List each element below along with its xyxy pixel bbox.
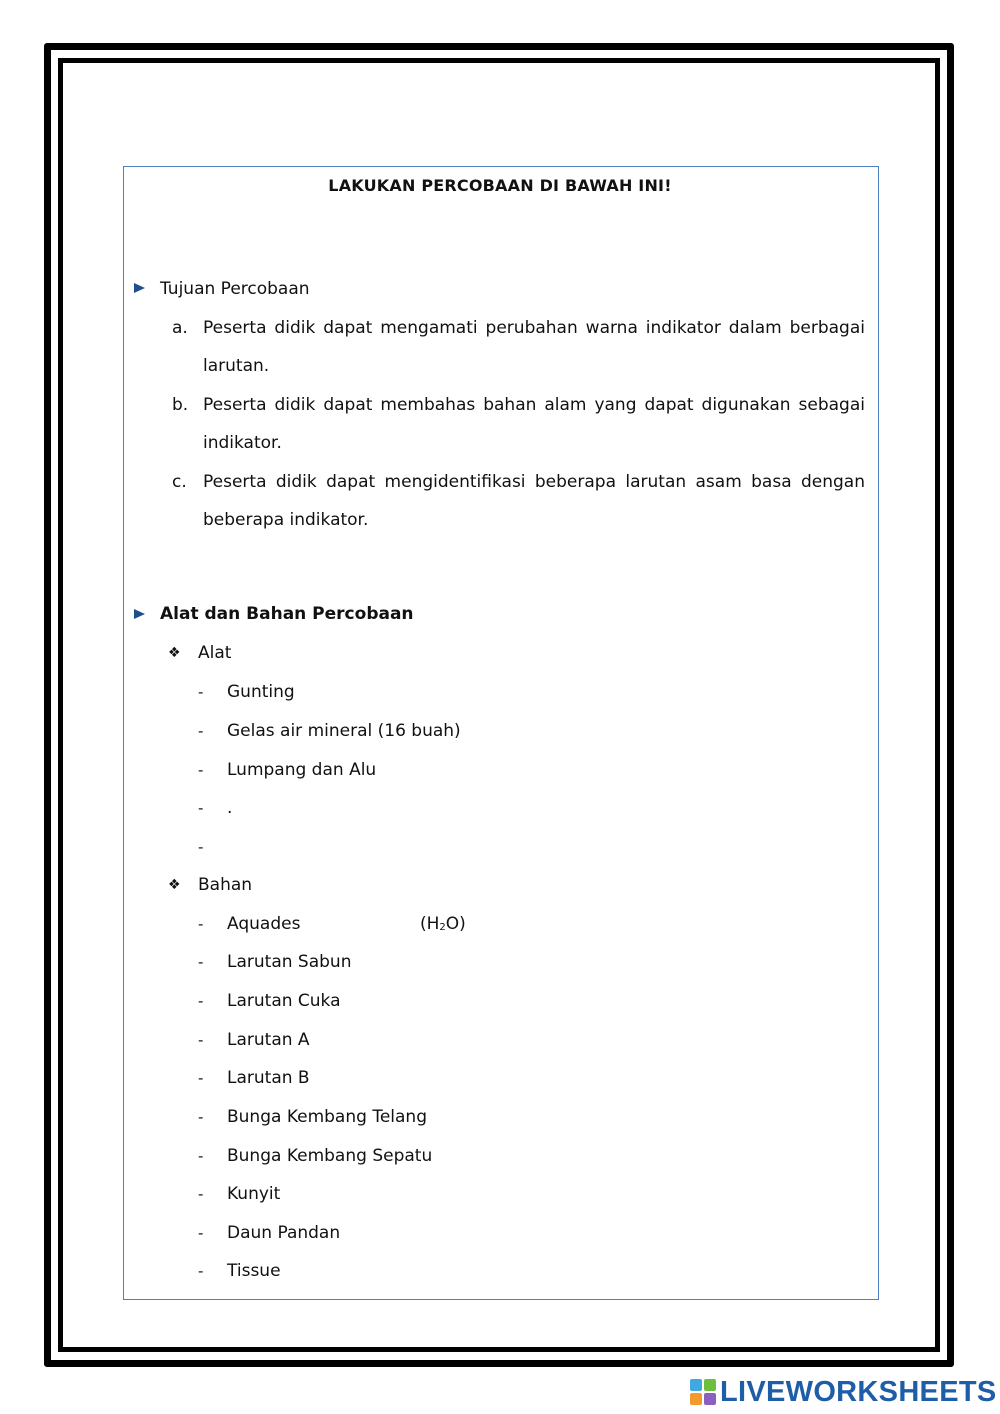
bahan-item: Bunga Kembang Sepatu: [227, 1146, 433, 1166]
tujuan-heading: Tujuan Percobaan: [160, 279, 310, 299]
tujuan-item-b-line2: indikator.: [203, 433, 282, 453]
alat-bahan-heading: Alat dan Bahan Percobaan: [160, 604, 414, 624]
liveworksheets-logo-icon: [690, 1379, 716, 1405]
list-dash: -: [198, 683, 204, 701]
alat-item: .: [227, 798, 233, 818]
alat-item: Lumpang dan Alu: [227, 760, 377, 780]
liveworksheets-logo-text: LIVEWORKSHEETS: [720, 1375, 997, 1408]
bahan-item: Larutan Sabun: [227, 952, 352, 972]
list-dash: -: [198, 799, 204, 817]
tujuan-marker-c: c.: [172, 472, 187, 492]
bahan-item: Daun Pandan: [227, 1223, 341, 1243]
tujuan-item-c-line1: Peserta didik dapat mengidentifikasi beberapa larutan asam basa dengan: [203, 472, 865, 492]
tujuan-item-b-line1: Peserta didik dapat membahas bahan alam yang dapat digunakan sebagai: [203, 395, 865, 415]
tujuan-item-a-line1: Peserta didik dapat mengamati perubahan warna indikator dalam berbagai: [203, 318, 865, 338]
bahan-item: Tissue: [227, 1261, 281, 1281]
tujuan-marker-b: b.: [172, 395, 189, 415]
bahan-item: Bunga Kembang Telang: [227, 1107, 427, 1127]
alat-label: Alat: [198, 643, 232, 663]
list-dash: -: [198, 1147, 204, 1165]
list-dash: -: [198, 838, 204, 856]
aquades-formula: $(H_2O)$: [420, 914, 466, 934]
bahan-item: Larutan A: [227, 1030, 310, 1050]
list-dash: -: [198, 722, 204, 740]
liveworksheets-logo: [690, 1374, 997, 1410]
diamond-bullet-icon: ❖: [168, 877, 181, 893]
list-dash: -: [198, 953, 204, 971]
list-dash: -: [198, 761, 204, 779]
bahan-item: Kunyit: [227, 1184, 281, 1204]
section-bullet-icon: [134, 283, 145, 293]
list-dash: -: [198, 1069, 204, 1087]
list-dash: -: [198, 1031, 204, 1049]
list-dash: -: [198, 1108, 204, 1126]
tujuan-item-a-line2: larutan.: [203, 356, 270, 376]
tujuan-marker-a: a.: [172, 318, 188, 338]
bahan-item: Larutan B: [227, 1068, 310, 1088]
section-bullet-icon: [134, 609, 145, 619]
bahan-item: Aquades: [227, 914, 301, 934]
tujuan-item-c-line2: beberapa indikator.: [203, 510, 369, 530]
alat-item: Gelas air mineral (16 buah): [227, 721, 461, 741]
list-dash: -: [198, 1224, 204, 1242]
list-dash: -: [198, 915, 204, 933]
alat-item: Gunting: [227, 682, 295, 702]
list-dash: -: [198, 1185, 204, 1203]
worksheet-title: LAKUKAN PERCOBAAN DI BAWAH INI!: [328, 176, 672, 195]
bahan-label: Bahan: [198, 875, 253, 895]
diamond-bullet-icon: ❖: [168, 645, 181, 661]
list-dash: -: [198, 1262, 204, 1280]
list-dash: -: [198, 992, 204, 1010]
bahan-item: Larutan Cuka: [227, 991, 341, 1011]
